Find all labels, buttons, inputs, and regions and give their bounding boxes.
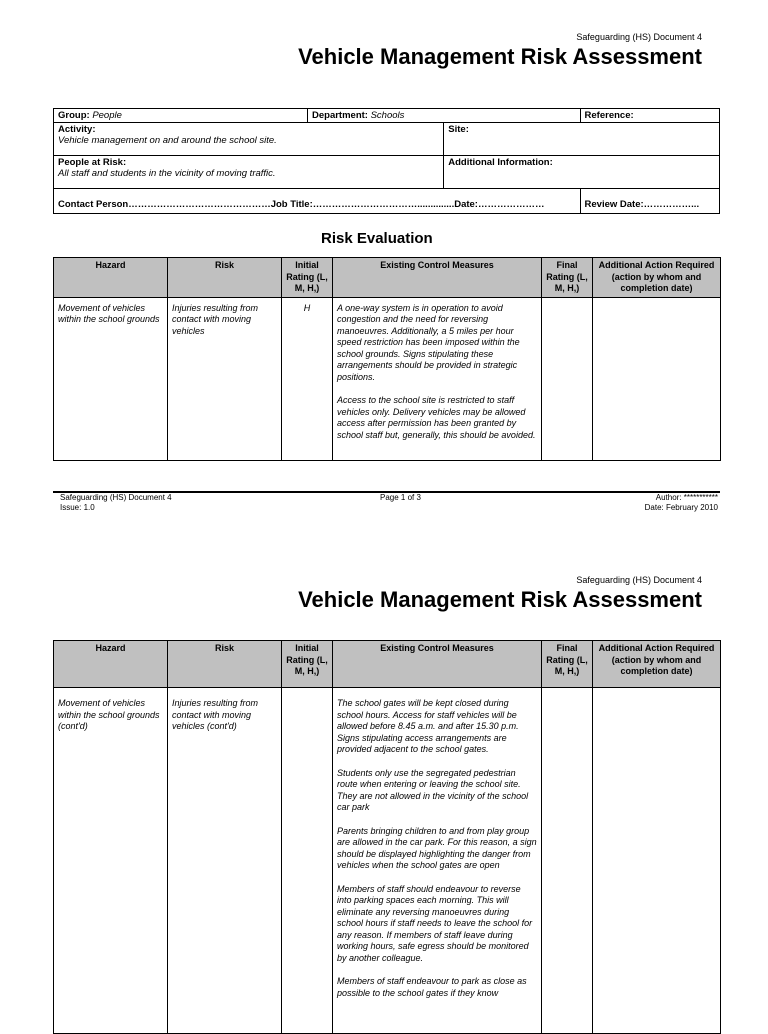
risk-header: Risk [168,641,282,688]
footer-page-number: Page 1 of 3 [380,493,421,502]
footer-author: Author: *********** [655,493,718,502]
control-measure-paragraph: The school gates will be kept closed during school hours. Access for staff vehicles will be allowed before 8.45 a.m. and after 15.30 p.m. Signs stipulating access arrangements are provided adjacent to the school gates. [337,698,519,755]
department-cell [308,109,581,123]
control-measures-cell [333,297,542,460]
hazard-header: Hazard [54,641,168,688]
control-measure-paragraph: Parents bringing children to and from play group are allowed in the car park. For this reason, a sign should be displayed highlighting the danger from vehicles when the school gates are open [337,825,537,871]
reference-cell [580,109,719,123]
contact-line: Contact Person………………………………………Job Title:……………………………..............Date:………………… [58,199,545,210]
group-value: People [92,110,122,121]
department-value: Schools [370,110,405,121]
additional-action-header: Additional Action Required (action by whom and completion date) [593,641,721,688]
control-measure-paragraph: Members of staff endeavour to park as close as possible to the school gates if they know [337,976,527,998]
activity-label: Activity: [58,124,96,135]
table-header-row [54,258,721,298]
control-measure-paragraph: Access to the school site is restricted to staff vehicles only. Delivery vehicles may be allowed access after permission has been granted by school staff but, generally, this should be avoided. [337,395,536,441]
risk-cell: Injuries resulting from contact with moving vehicles [168,297,282,460]
table-row [54,688,721,1034]
people-at-risk-value: All staff and students in the vicinity of moving traffic. [58,168,276,179]
risk-cell: Injuries resulting from contact with moving vehicles (cont'd) [168,688,282,1034]
group-label: Group: [58,110,90,121]
initial-rating-cell [282,688,333,1034]
risk-evaluation-table [53,257,721,461]
contact-cell [54,189,581,214]
activity-cell [54,123,444,156]
hazard-header: Hazard [54,258,168,298]
control-measures-header: Existing Control Measures [333,258,542,298]
footer-right [645,493,718,513]
additional-information-cell [444,156,720,189]
page-title: Vehicle Management Risk Assessment [298,587,702,612]
control-measure-paragraph: Members of staff should endeavour to reverse into parking spaces each morning. This will eliminate any reversing manoeuvres during school hours if staff needs to leave the school for any reason. If members of staff leave during working hours, safe egress should be monitored by another colleague. [337,883,533,964]
section-title: Risk Evaluation [321,230,433,247]
info-table [53,108,720,214]
people-at-risk-cell [54,156,444,189]
control-measures-header: Existing Control Measures [333,641,542,688]
footer-issue: Issue: 1.0 [60,503,95,512]
hazard-cell: Movement of vehicles within the school grounds [54,297,168,460]
table-header-row [54,641,721,688]
risk-evaluation-table [53,640,721,1034]
additional-action-header: Additional Action Required (action by whom and completion date) [593,258,721,298]
additional-action-cell [593,688,721,1034]
control-measure-paragraph: A one-way system is in operation to avoid congestion and the need for reversing manoeuvres. Additionally, a 5 miles per hour speed restriction has been imposed within the school grounds. Signs stipulating these arrangements should be provided in strategic positions. [337,302,520,383]
hazard-cell: Movement of vehicles within the school grounds (cont'd) [54,688,168,1034]
page-title: Vehicle Management Risk Assessment [298,44,702,69]
initial-rating-header: Initial Rating (L, M, H,) [282,258,333,298]
initial-rating-header: Initial Rating (L, M, H,) [282,641,333,688]
table-row [54,297,721,460]
activity-value: Vehicle management on and around the school site. [58,135,277,146]
risk-header: Risk [168,258,282,298]
initial-rating-cell: H [282,297,333,460]
reference-label: Reference: [584,110,634,121]
final-rating-cell [542,688,593,1034]
control-measure-paragraph: Students only use the segregated pedestrian route when entering or leaving the school site. They are not allowed in the vicinity of the school car park [337,767,529,813]
footer-left [60,493,172,513]
people-at-risk-label: People at Risk: [58,157,127,168]
group-cell [54,109,308,123]
final-rating-cell [542,297,593,460]
additional-action-cell [593,297,721,460]
final-rating-header: Final Rating (L, M, H,) [542,258,593,298]
control-measures-cell [333,688,542,1034]
department-label: Department: [312,110,368,121]
site-cell [444,123,720,156]
additional-information-label: Additional Information: [448,157,553,168]
footer-document: Safeguarding (HS) Document 4 [60,493,172,502]
document-reference: Safeguarding (HS) Document 4 [576,575,702,585]
review-date-cell [580,189,719,214]
document-reference: Safeguarding (HS) Document 4 [576,32,702,42]
footer-date: Date: February 2010 [644,503,718,512]
site-label: Site: [448,124,469,135]
review-date-label: Review Date:……………... [584,199,700,210]
final-rating-header: Final Rating (L, M, H,) [542,641,593,688]
